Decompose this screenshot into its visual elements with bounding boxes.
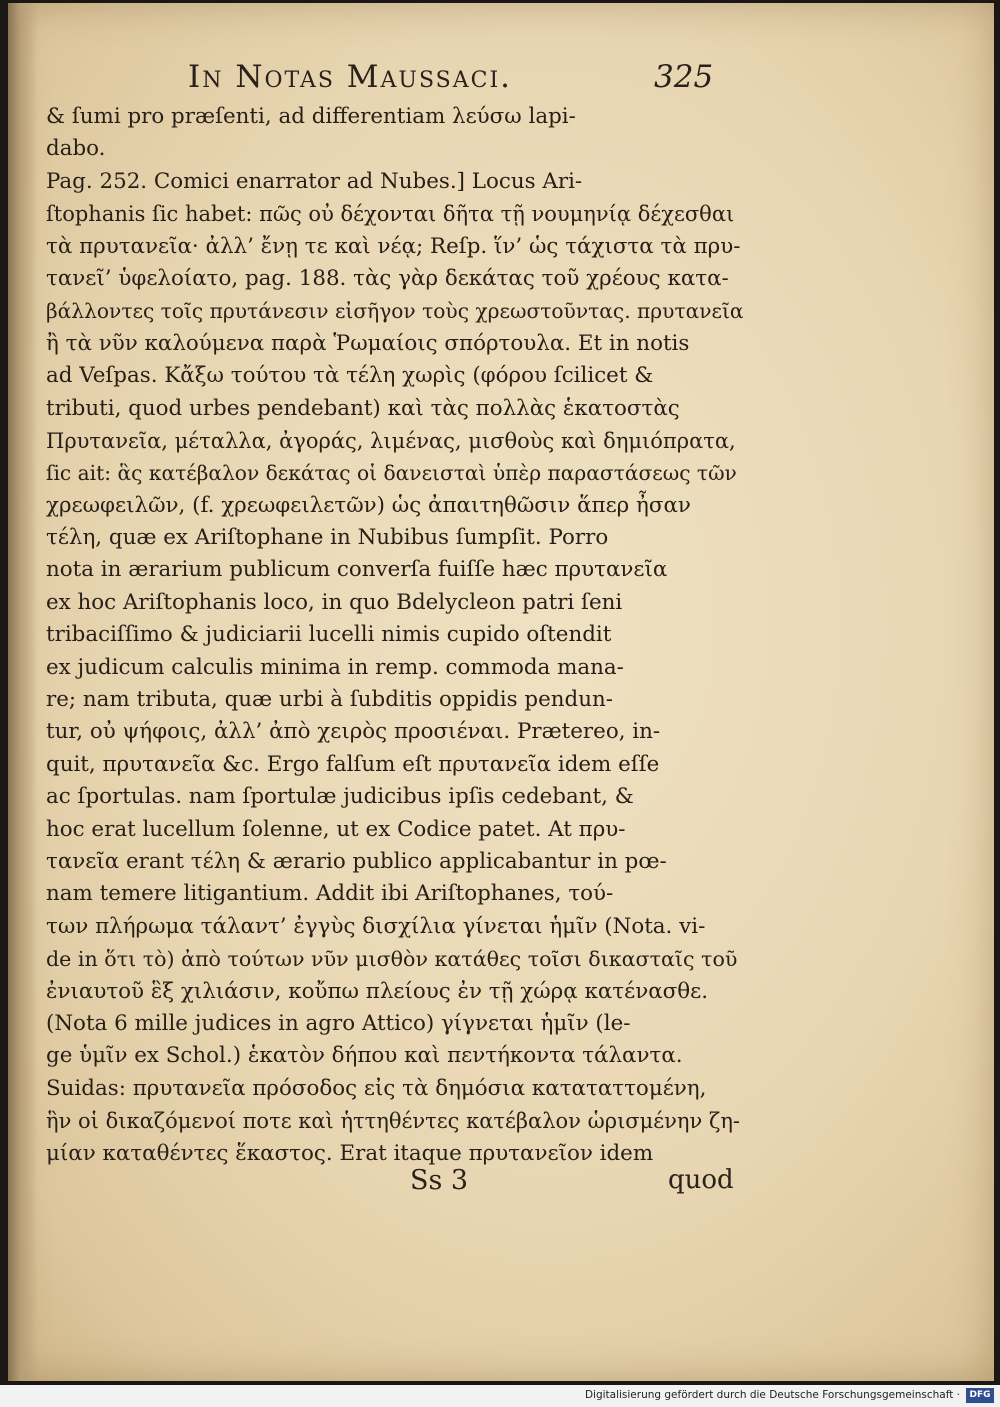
digitization-bar (0, 1385, 1000, 1407)
text-line: μίαν καταθέντες ἕκαστος. Erat itaque πρυτανεῖον idem (46, 1140, 654, 1166)
text-line: dabo. (46, 136, 106, 162)
text-line: quit, πρυτανεῖα &c. Ergo falſum eſt πρυτανεῖα idem eſſe (46, 751, 660, 777)
catchword: quod (668, 1165, 734, 1195)
text-line: ge ὑμῖν ex Schol.) ἑκατὸν δήπου καὶ πεντήκοντα τάλαντα. (46, 1043, 683, 1069)
page-number: 325 (654, 59, 714, 95)
text-line: ac ſportulas. nam ſportulæ judicibus ipſis cedebant, & (46, 784, 634, 810)
text-line: τανεῖ’ ὑφελοίατο, pag. 188. τὰς γὰρ δεκάτας τοῦ χρέους κατα- (46, 265, 729, 291)
text-line: ἐνιαυτοῦ ἓξ χιλιάσιν, κοὔπω πλείους ἐν τῇ χώρᾳ κατένασθε. (46, 978, 709, 1004)
text-line: de in ὅτι τὸ) ἀπὸ τούτων νῦν μισθὸν κατάθες τοῖσι δικασταῖς τοῦ (46, 947, 738, 972)
digitization-credit: Digitalisierung gefördert durch die Deutsche Forschungsgemeinschaft · (584, 1389, 960, 1401)
text-line: tur, οὐ ψήφοις, ἀλλ’ ἀπὸ χειρὸς προσιέναι. Prætereo, in- (46, 719, 661, 745)
text-line: βάλλοντες τοῖς πρυτάνεσιν εἰσῆγον τοὺς χρεωστοῦντας. πρυτανεῖα (46, 299, 744, 324)
text-line: ad Veſpas. Κἄξω τούτου τὰ τέλη χωρὶς (φόρου ſcilicet & (46, 363, 654, 389)
text-line: χρεωφειλῶν, (f. χρεωφειλετῶν) ὡς ἀπαιτηθῶσιν ἅπερ ἦσαν (46, 492, 691, 518)
text-line: Pag. 252. Comici enarrator ad Nubes.] Locus Ari- (46, 168, 583, 194)
text-line: τανεῖα erant τέλη & ærario publico applicabantur in pœ- (46, 848, 667, 874)
text-line: ex hoc Ariſtophanis loco, in quo Bdelycleon patri ſeni (46, 589, 623, 615)
page-header (8, 59, 994, 99)
text-line: Πρυτανεῖα, μέταλλα, ἀγοράς, λιμένας, μισθοὺς καὶ δημιόπρατα, (46, 428, 736, 453)
text-line: ἢ τὰ νῦν καλούμενα παρὰ Ῥωμαίοις σπόρτουλα. Et in notis (46, 330, 690, 356)
text-line: hoc erat lucellum ſolenne, ut ex Codice patet. At πρυ- (46, 816, 626, 842)
text-line: τέλη, quæ ex Ariſtophane in Nubibus ſumpſit. Porro (46, 525, 609, 551)
signature-mark: Ss 3 (410, 1165, 469, 1196)
text-line: nota in ærarium publicum converſa fuiſſe hæc πρυτανεῖα (46, 557, 668, 583)
text-line: re; nam tributa, quæ urbi à ſubditis oppidis pendun- (46, 687, 613, 713)
text-line: tributi, quod urbes pendebant) καὶ τὰς πολλὰς ἑκατοστὰς (46, 395, 680, 421)
dfg-logo: DFG (966, 1388, 994, 1403)
text-line: nam temere litigantium. Addit ibi Ariſtophanes, τού- (46, 881, 614, 907)
text-line: τὰ πρυτανεῖα· ἀλλ’ ἔνῃ τε καὶ νέᾳ; Reſp. ἵν’ ὡς τάχιστα τὰ πρυ- (46, 233, 741, 259)
body-text (46, 101, 746, 1170)
text-line: ἣν οἱ δικαζόμενοί ποτε καὶ ἡττηθέντες κατέβαλον ὡρισμένην ζη- (46, 1109, 741, 1134)
text-line: των πλήρωμα τάλαντ’ ἐγγὺς δισχίλια γίνεται ἡμῖν (Nota. vi- (46, 913, 706, 939)
text-line: ex judicum calculis minima in remp. commoda mana- (46, 654, 624, 680)
text-line: (Nota 6 mille judices in agro Attico) γίγνεται ἡμῖν (le- (46, 1010, 631, 1036)
text-line: ſic ait: ἃς κατέβαλον δεκάτας οἱ δανεισταὶ ὑπὲρ παραστάσεως τῶν (46, 461, 737, 486)
text-line: Suidas: πρυτανεῖα πρόσοδος εἰς τὰ δημόσια καταταττομένη, (46, 1075, 707, 1101)
book-page (8, 3, 994, 1381)
text-line: ſtophanis ſic habet: πῶς οὐ δέχονται δῆτα τῇ νουμηνίᾳ δέχεσθαι (46, 202, 735, 227)
text-line: & ſumi pro præſenti, ad differentiam λεύσω lapi- (46, 104, 576, 129)
page-footer (8, 1165, 994, 1205)
text-line: tribaciſſimo & judiciarii lucelli nimis cupido oſtendit (46, 622, 612, 648)
running-head: In Notas Maussaci. (188, 59, 512, 95)
